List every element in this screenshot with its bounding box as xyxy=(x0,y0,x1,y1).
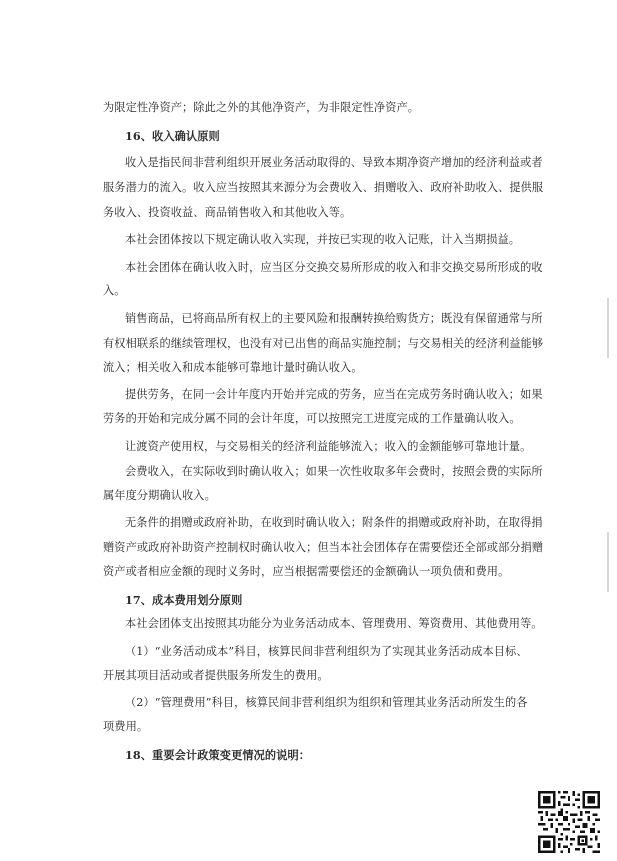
paragraph-line: 属年度分期确认收入。 xyxy=(103,489,216,502)
paragraph-line: 本社会团体支出按照其功能分为业务活动成本、管理费用、筹资费用、其他费用等。 xyxy=(125,617,543,630)
paragraph-line: 收入是指民间非营利组织开展业务活动取得的、导致本期净资产增加的经济利益或者 xyxy=(125,156,543,169)
section-heading-17: 17、成本费用划分原则 xyxy=(125,593,243,607)
paragraph-line: 本社会团体按以下规定确认收入实现，并按已实现的收入记账，计入当期损益。 xyxy=(125,233,521,246)
paragraph-line: 销售商品，已将商品所有权上的主要风险和报酬转换给购货方；既没有保留通常与所 xyxy=(125,312,543,325)
paragraph-line: 本社会团体在确认收入时，应当区分交换交易所形成的收入和非交换交易所形成的收 xyxy=(125,261,543,274)
paragraph-line: 项费用。 xyxy=(103,720,149,733)
paragraph-line: 无条件的捐赠或政府补助，在收到时确认收入；附条件的捐赠或政府补助，在取得捐 xyxy=(125,516,543,529)
paragraph-line: 服务潜力的流入。收入应当按照其来源分为会费收入、捐赠收入、政府补助收入、提供服 xyxy=(103,181,544,194)
paragraph-line: 劳务的开始和完成分属不同的会计年度，可以按照完工进度完成的工作量确认收入。 xyxy=(103,412,521,425)
paragraph-line: 入。 xyxy=(103,284,126,297)
paragraph-line: 务收入、投资收益、商品销售收入和其他收入等。 xyxy=(103,206,352,219)
page-edge-mark xyxy=(607,532,609,592)
paragraph-line: （2）“管理费用”科目，核算民间非营利组织为组织和管理其业务活动所发生的各 xyxy=(125,696,528,709)
paragraph-line: 会费收入，在实际收到时确认收入；如果一次性收取多年会费时，按照会费的实际所 xyxy=(125,465,543,478)
section-heading-18: 18、重要会计政策变更情况的说明： xyxy=(125,748,311,762)
paragraph-line: 让渡资产使用权，与交易相关的经济利益能够流入；收入的金额能够可靠地计量。 xyxy=(125,440,532,453)
paragraph-line: 赠资产或政府补助资产控制权时确认收入；但当本社会团体存在需要偿还全部或部分捐赠 xyxy=(103,541,544,554)
paragraph-line: 开展其项目活动或者提供服务所发生的费用。 xyxy=(103,669,329,682)
paragraph-line: （1）“业务活动成本”科目，核算民间非营利组织为了实现其业务活动成本目标、 xyxy=(125,645,528,658)
paragraph-line: 为限定性净资产；除此之外的其他净资产，为非限定性净资产。 xyxy=(103,101,420,114)
section-heading-16: 16、收入确认原则 xyxy=(125,129,220,143)
qr-code-icon xyxy=(538,791,600,853)
paragraph-line: 有权相联系的继续管理权，也没有对已出售的商品实施控制；与交易相关的经济利益能够 xyxy=(103,337,544,350)
page-edge-mark xyxy=(607,298,609,358)
paragraph-line: 资产或者相应金额的现时义务时，应当根据需要偿还的金额确认一项负债和费用。 xyxy=(103,565,510,578)
paragraph-line: 提供劳务，在同一会计年度内开始并完成的劳务，应当在完成劳务时确认收入；如果 xyxy=(125,388,543,401)
paragraph-line: 流入；相关收入和成本能够可靠地计量时确认收入。 xyxy=(103,361,363,374)
